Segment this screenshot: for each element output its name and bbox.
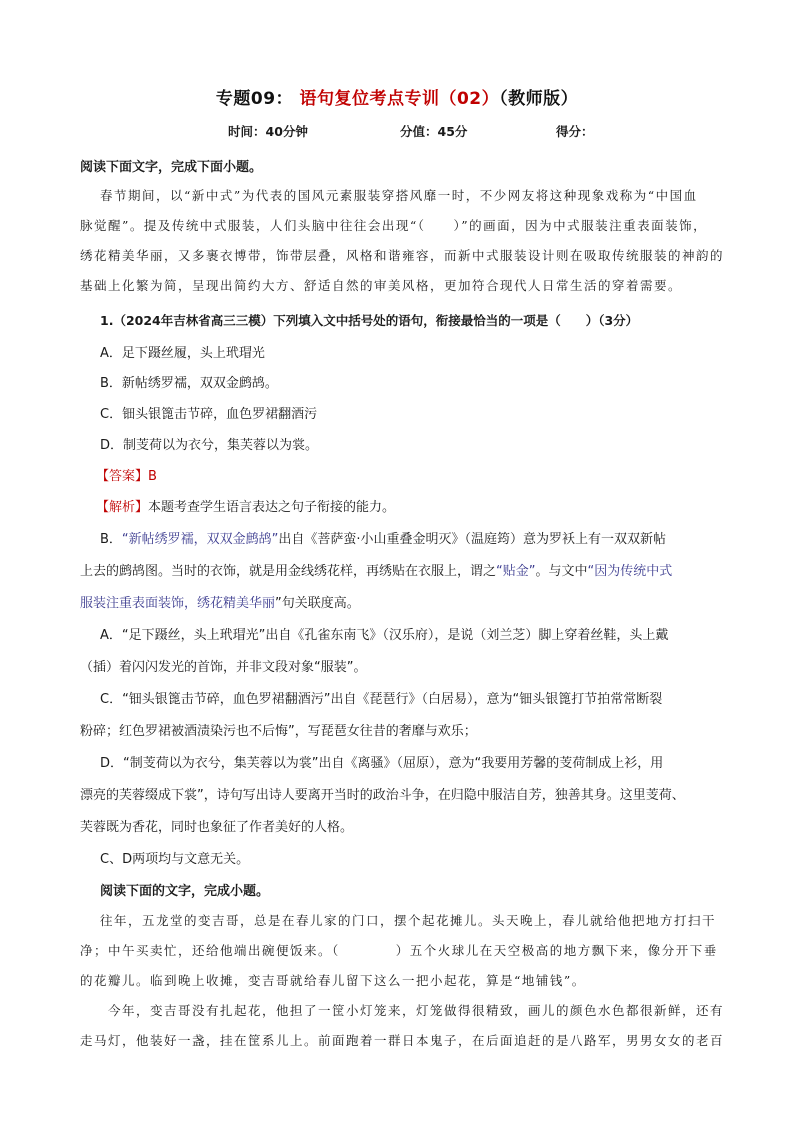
analysis-b-quote: “新帖绣罗襦，双双金鹧鸪” (121, 532, 279, 547)
answer-value: B (148, 469, 157, 484)
analysis-tag: 【解析】 (96, 500, 149, 515)
analysis-d-line2: 漂亮的芙蓉缀成下裳”，诗句写出诗人要离开当时的政治斗争，在归隐中服洁自芳，独善其身。这里芰荷、 (80, 788, 685, 803)
passage1-line: 春节期间，以“新中式”为代表的国风元素服装穿搭风靡一时，不少网友将这种现象戏称为“中国血 (100, 188, 698, 203)
analysis-b-text: 上去的鹧鸪图。当时的衣饰，就是用金线绣花样，再绣贴在衣服上，谓之 (80, 564, 497, 579)
analysis-c-line2: 粉碎；红色罗裙被酒渍染污也不后悔”，写琵琶女往昔的奢靡与欢乐； (80, 724, 477, 739)
section1-heading: 阅读下面文字，完成下面小题。 (80, 160, 263, 175)
score-label: 分值：45分 (400, 124, 468, 139)
passage2-line: 往年，五龙堂的变吉哥，总是在春儿家的门口，摆个起花摊儿。头天晚上，春儿就给他把地方打扫干 (100, 913, 717, 928)
analysis-b-text: 。与文中 (535, 564, 588, 579)
analysis-a-line2: （插）着闪闪发光的首饰，并非文段对象“服装”。 (80, 660, 367, 675)
time-label: 时间：40分钟 (228, 124, 308, 139)
analysis-c-line1: C．“钿头银篦击节碎，血色罗裙翻酒污”出自《琵琶行》（白居易），意为“钿头银篦打节拍常常断裂 (100, 692, 663, 707)
analysis-b-line2 (80, 560, 672, 579)
title-main: 语句复位考点专训（02） (299, 89, 500, 109)
title-prefix: 专题09： (215, 89, 294, 109)
analysis-intro: 本题考查学生语言表达之句子衔接的能力。 (148, 500, 396, 515)
analysis-b-text: 出自《菩萨蛮·小山重叠金明灭》（温庭筠）意为罗袄上有一双双新帖 (278, 532, 667, 547)
option-d: D．制芰荷以为衣兮，集芙蓉以为裳。 (100, 438, 319, 453)
analysis-d-line3: 芙蓉既为香花，同时也象征了作者美好的人格。 (80, 820, 354, 835)
answer-line (96, 465, 157, 484)
result-label: 得分： (556, 124, 594, 139)
analysis-a-line1: A．“足下蹑丝，头上玳瑁光”出自《孔雀东南飞》（汉乐府），是说（刘兰芝）脚上穿着丝鞋，头上戴 (100, 628, 669, 643)
passage1-line: 脉觉醒”。提及传统中式服装，人们头脑中往往会出现“（ ）”的画面，因为中式服装注重表面装饰， (80, 218, 708, 233)
analysis-b-quote: “因为传统中式 (587, 564, 673, 579)
answer-tag: 【答案】 (96, 469, 149, 484)
option-a: A．足下蹑丝履，头上玳瑁光 (100, 346, 265, 361)
analysis-d-line1: D．“制芰荷以为衣兮，集芙蓉以为裳”出自《离骚》（屈原），意为“我要用芳馨的芰荷制成上衫，用 (100, 756, 664, 771)
title-suffix: （教师版） (499, 89, 579, 109)
analysis-b-quote: “贴金” (496, 564, 536, 579)
passage1-line: 绣花精美华丽，又多裹衣博带，饰带层叠，风格和谐雍容，而新中式服装设计则在吸取传统服装的神韵的 (80, 248, 725, 263)
passage2-line: 净；中午买卖忙，还给他端出碗便饭来。（ ）五个火球儿在天空极高的地方飘下来，像分开下垂 (80, 943, 718, 958)
analysis-b-line1 (100, 528, 666, 547)
analysis-b-label: B． (100, 532, 122, 547)
analysis-b-line3 (80, 592, 360, 611)
analysis-b-quote: 服装注重表面装饰，绣花精美华丽 (80, 596, 276, 611)
passage2-line: 今年，变吉哥没有扎起花，他担了一筐小灯笼来，灯笼做得很精致，画儿的颜色水色都很新鲜，还有 (80, 1003, 725, 1018)
passage1-line: 基础上化繁为简，呈现出简约大方、舒适自然的审美风格，更加符合现代人日常生活的穿着需要。 (80, 278, 683, 293)
page-title (0, 84, 794, 109)
analysis-b-text: ”句关联度高。 (275, 596, 360, 611)
passage2-line: 的花瓣儿。临到晚上收摊，变吉哥就给春儿留下这么一把小起花，算是“地铺钱”。 (80, 973, 586, 988)
question-1: 1.（2024年吉林省高三三模）下列填入文中括号处的语句，衔接最恰当的一项是（ ）（3分） (100, 313, 639, 328)
option-b: B．新帖绣罗襦，双双金鹧鸪。 (100, 376, 278, 391)
analysis-line (96, 496, 395, 515)
passage2-line: 走马灯，他装好一盏，挂在筐系儿上。前面跑着一群日本鬼子，在后面追赶的是八路军，男男女女的老百 (80, 1033, 725, 1048)
option-c: C．钿头银篦击节碎，血色罗裙翻酒污 (100, 407, 318, 422)
section2-heading: 阅读下面的文字，完成小题。 (100, 884, 270, 899)
analysis-cd-line: C、D两项均与文意无关。 (100, 852, 250, 867)
